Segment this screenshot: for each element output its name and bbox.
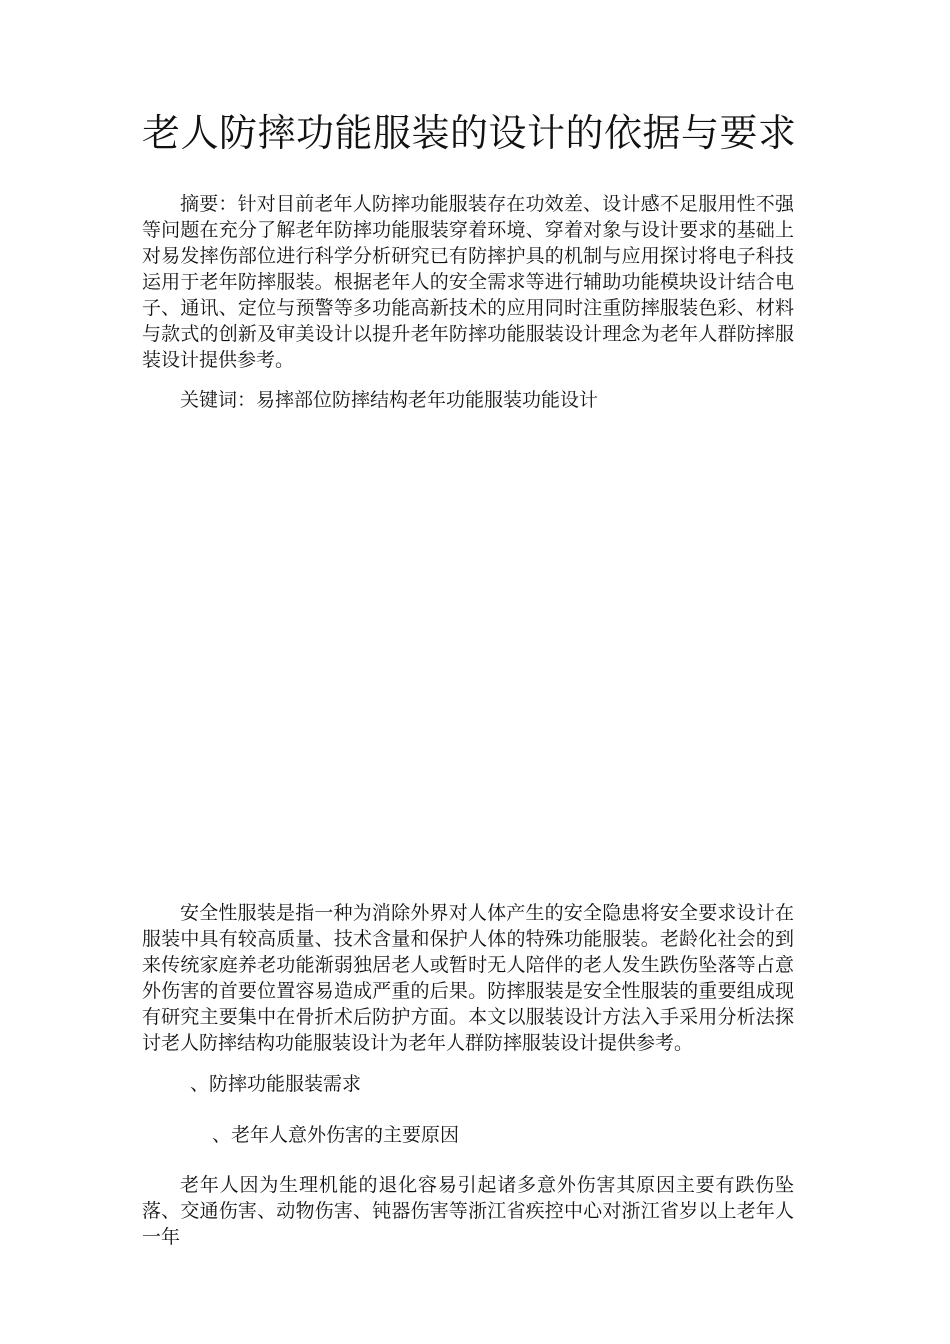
document-title: 老人防摔功能服装的设计的依据与要求	[142, 111, 797, 155]
abstract-paragraph: 摘要：针对目前老年人防摔功能服装存在功效差、设计感不足服用性不强等问题在充分了解老年防摔功能服装穿着环境、穿着对象与设计要求的基础上对易发摔伤部位进行科学分析研究已有防摔护具的机制与应用探讨将电子科技运用于老年防摔服装。根据老年人的安全需求等进行辅助功能模块设计结合电子、通讯、定位与预警等多功能高新技术的应用同时注重防摔服装色彩、材料与款式的创新及审美设计以提升老年防摔功能服装设计理念为老年人群防摔服装设计提供参考。	[142, 193, 794, 371]
subsection-heading-1: 、老年人意外伤害的主要原因	[212, 1124, 460, 1146]
body-paragraph: 老年人因为生理机能的退化容易引起诸多意外伤害其原因主要有跌伤坠落、交通伤害、动物伤害、钝器伤害等浙江省疾控中心对浙江省岁以上老年人一年	[142, 1174, 794, 1248]
intro-paragraph: 安全性服装是指一种为消除外界对人体产生的安全隐患将安全要求设计在服装中具有较高质量、技术含量和保护人体的特殊功能服装。老龄化社会的到来传统家庭养老功能渐弱独居老人或暂时无人陪伴的老人发生跌伤坠落等占意外伤害的首要位置容易造成严重的后果。防摔服装是安全性服装的重要组成现有研究主要集中在骨折术后防护方面。本文以服装设计方法入手采用分析法探讨老人防摔结构功能服装设计为老年人群防摔服装设计提供参考。	[142, 902, 794, 1054]
keywords-paragraph: 关键词：易摔部位防摔结构老年功能服装功能设计	[180, 389, 599, 411]
section-heading-1: 、防摔功能服装需求	[190, 1073, 362, 1095]
